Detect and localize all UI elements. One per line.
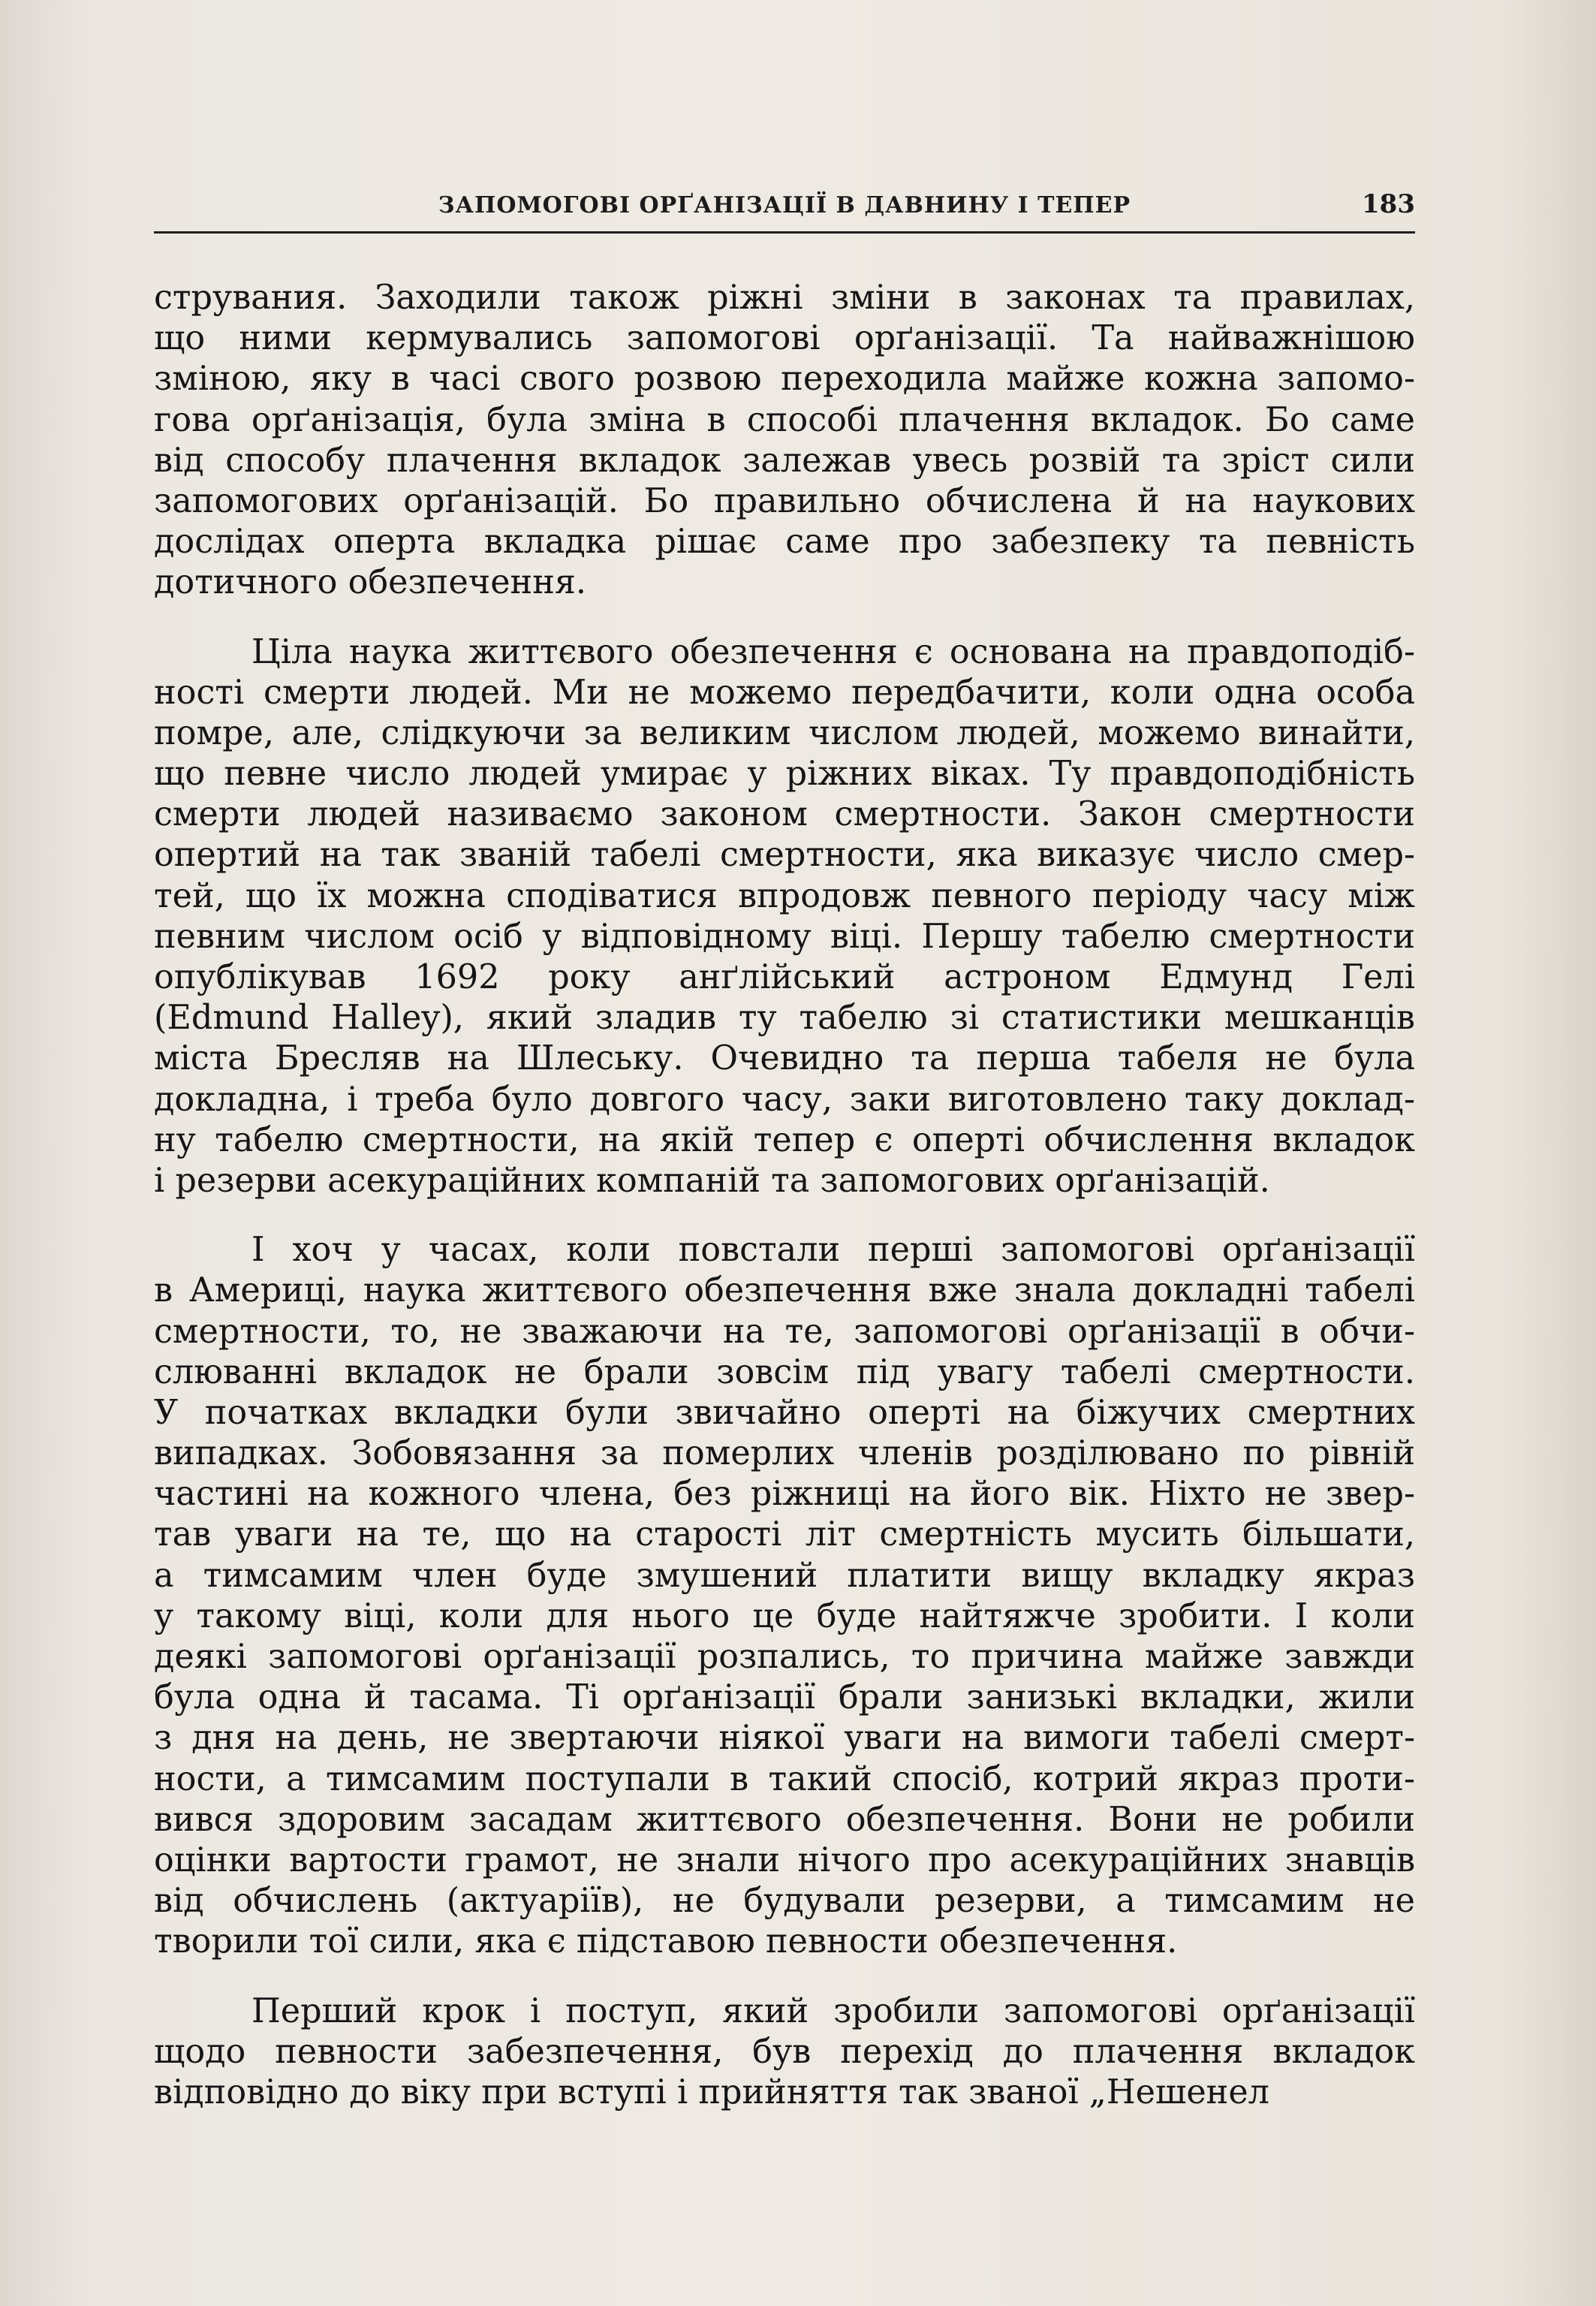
text-line: від обчислень (актуаріїв), не будували резерви, а тимсамим не	[154, 1882, 1415, 1921]
text-line: докладна, і треба було довгого часу, заки виготовлено таку доклад-	[154, 1080, 1415, 1119]
text-line: У початках вкладки були звичайно оперті на біжучих смертних	[154, 1393, 1415, 1432]
paragraph	[154, 1230, 1415, 1962]
text-line: тей, що їх можна сподіватися впродовж певного періоду часу між	[154, 876, 1415, 915]
text-line: слюванні вкладок не брали зовсім під увагу табелі смертности.	[154, 1352, 1415, 1391]
text-line: з дня на день, не звертаючи ніякої уваги на вимоги табелі смерт-	[154, 1719, 1415, 1758]
text-line: частині на кожного члена, без ріжниці на його вік. Ніхто не звер-	[154, 1475, 1415, 1514]
text-line: дослідах оперта вкладка рішає саме про забезпеку та певність	[154, 523, 1415, 562]
text-line: оцінки вартости грамот, не знали нічого про асекураційних знавців	[154, 1840, 1415, 1879]
text-line: смерти людей називаємо законом смертности. Закон смертности	[154, 795, 1415, 834]
text-line: опертий на так званій табелі смертности, яка виказує число смер-	[154, 836, 1415, 875]
text-line: від способу плачення вкладок залежав увесь розвій та зріст сили	[154, 441, 1415, 480]
text-line: творили тої сили, яка є підставою певности обезпечення.	[154, 1922, 1178, 1961]
text-line: а тимсамим член буде змушений платити вищу вкладку якраз	[154, 1556, 1415, 1595]
text-line: відповідно до віку при вступі і прийняття так званої „Нешенел	[154, 2072, 1269, 2112]
paragraph	[154, 1991, 1415, 2114]
text-line: міста Бресляв на Шлеську. Очевидно та перша табеля не була	[154, 1039, 1415, 1078]
text-line: струвания. Заходили також ріжні зміни в законах та правилах,	[154, 279, 1415, 317]
text-line: Перший крок і поступ, який зробили запомогові орґанізації	[251, 1991, 1415, 2030]
text-line: що ними кермувались запомогові орґанізації. Та найважнішою	[154, 319, 1415, 358]
body-text	[154, 278, 1415, 2113]
text-line: помре, але, слідкуючи за великим числом людей, можемо винайти,	[154, 713, 1415, 752]
text-line: випадках. Зобовязання за померлих членів розділювано по рівній	[154, 1434, 1415, 1473]
text-line: (Edmund Halley), який зладив ту табелю зі статистики мешканців	[154, 999, 1415, 1038]
text-line: і резерви асекураційних компаній та запомогових орґанізацій.	[154, 1161, 1270, 1200]
text-line: певним числом осіб у відповідному віці. Першу табелю смертности	[154, 917, 1415, 956]
text-line: гова орґанізація, була зміна в способі плачення вкладок. Бо саме	[154, 400, 1415, 439]
text-line: була одна й тасама. Ті орґанізації брали занизькі вкладки, жили	[154, 1678, 1415, 1717]
paragraph	[154, 278, 1415, 604]
page-number: 183	[1362, 189, 1415, 219]
text-line: що певне число людей умирає у ріжних віках. Ту правдоподібність	[154, 755, 1415, 794]
text-line: зміною, яку в часі свого розвою переходила майже кожна запомо-	[154, 360, 1415, 399]
text-line: І хоч у часах, коли повстали перші запомогові орґанізації	[251, 1231, 1415, 1270]
running-title: ЗАПОМОГОВІ ОРҐАНІЗАЦІЇ В ДАВНИНУ І ТЕПЕР	[438, 192, 1131, 219]
text-line: щодо певности забезпечення, був перехід до плачення вкладок	[154, 2032, 1415, 2071]
text-line: ності смерти людей. Ми не можемо передбачити, коли одна особа	[154, 673, 1415, 712]
text-line: у такому віці, коли для нього це буде найтяжче зробити. І коли	[154, 1596, 1415, 1635]
text-line: тав уваги на те, що на старості літ смертність мусить більшати,	[154, 1515, 1415, 1554]
text-line: дотичного обезпечення.	[154, 563, 587, 602]
text-line: смертности, то, не зважаючи на те, запомогові орґанізації в обчи-	[154, 1312, 1415, 1351]
text-line: ну табелю смертности, на якій тепер є оперті обчислення вкладок	[154, 1120, 1415, 1159]
text-line: запомогових орґанізацій. Бо правильно обчислена й на наукових	[154, 481, 1415, 520]
page-header	[154, 179, 1415, 234]
paragraph	[154, 632, 1415, 1202]
text-line: деякі запомогові орґанізації розпались, то причина майже завжди	[154, 1638, 1415, 1676]
text-line: Ціла наука життєвого обезпечення є основана на правдоподіб-	[251, 632, 1415, 671]
text-line: опублікував 1692 року анґлійський астроном Едмунд Гелі	[154, 958, 1415, 996]
text-line: вився здоровим засадам життєвого обезпечення. Вони не робили	[154, 1800, 1415, 1839]
text-line: ности, а тимсамим поступали в такий спосіб, котрий якраз проти-	[154, 1759, 1415, 1798]
text-line: в Америці, наука життєвого обезпечення вже знала докладні табелі	[154, 1271, 1415, 1310]
